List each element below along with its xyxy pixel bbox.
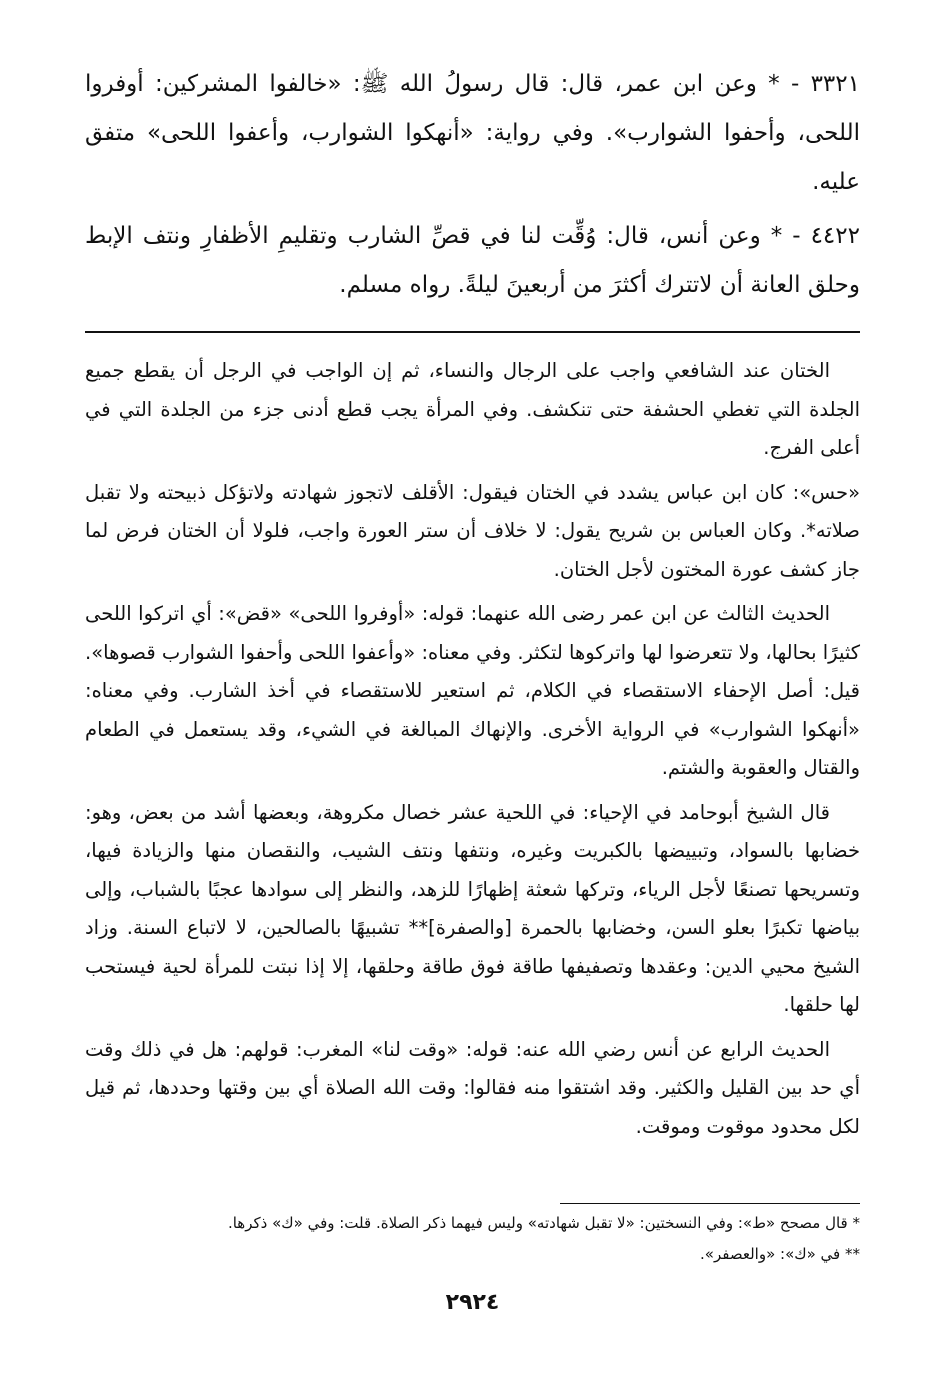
commentary-paragraph-third-hadith: الحديث الثالث عن ابن عمر رضى الله عنهما: قوله: «أوفروا اللحى» «قض»: أي اتركوا اللحى كثيرًا بحالها، ولا تتعرضوا لها واتركوها لتكثر. وفي معناه: «وأعفوا اللحى وأحفوا الشوارب قصوها». قيل: أصل الإحفاء الاستقصاء في الكلام، ثم استعير للاستقصاء في أخذ الشارب. وفي معناه: «أنهكوا الشوارب» في الرواية الأخرى. والإنهاك المبالغة في الشيء، وقد يستعمل في الطعام والقتال والعقوبة والشتم. xyxy=(85,602,860,779)
commentary-paragraph-abu-hamid: قال الشيخ أبوحامد في الإحياء: في اللحية عشر خصال مكروهة، وبعضها أشد من بعض، وهو: خضابها بالسواد، وتبييضها بالكبريت وغيره، ونتفها ونتف الشيب، والنقصان منها والزيادة فيها، وتسريحها تصنعًا لأجل الرياء، وتركها شعثة إظهارًا للزهد، والنظر إلى سوادها عجبًا بالشباب، وإلى بياضها تكبرًا بعلو السن، وخضابها بالحمرة [والصفرة]** تشبيهًا بالصالحين، لا لاتباع السنة. وزاد الشيخ محيي الدين: وعقدها وتصفيفها طاقة فوق طاقة وحلقها، إلا إذا نبتت للمرأة لحية فيستحب لها حلقها. xyxy=(85,800,860,1016)
commentary-paragraph-ibn-abbas: «حس»: كان ابن عباس يشدد في الختان فيقول: الأقلف لاتجوز شهادته ولاتؤكل ذبيحته ولا تقبل صلاته*. وكان العباس بن شريح يقول: لا خلاف أن ستر العورة واجب، فلولا أن الختان فرض لما جاز كشف عورة المختون لأجل الختان. xyxy=(85,480,860,581)
commentary-paragraph-fourth-hadith: الحديث الرابع عن أنس رضي الله عنه: قوله: «وقت لنا» المغرب: قولهم: هل في ذلك وقت أي حد بين القليل والكثير. وقد اشتقوا منه فقالوا: وقت الله الصلاة أي بين وقتها وحددها، ثم قيل لكل محدود موقوت وموقت. xyxy=(85,1037,860,1138)
footnote-divider xyxy=(560,1203,860,1204)
page-number: ٢٩٢٤ xyxy=(445,1290,500,1315)
footnote-2: ** في «ك»: «والعصفر». xyxy=(700,1245,860,1263)
hadith-section xyxy=(85,60,860,315)
footnote-1: * قال مصحح «ط»: وفي النسختين: «لا تقبل شهادته» وليس فيهما ذكر الصلاة. قلت: وفي «ك» ذكرها. xyxy=(227,1214,860,1232)
hadith-3321: ٣٣٢١ - * وعن ابن عمر، قال: قال رسولُ الله ﷺ: «خالفوا المشركين: أوفروا اللحى، وأحفوا الشوارب». وفي رواية: «أنهكوا الشوارب، وأعفوا اللحى» متفق عليه. xyxy=(85,71,860,195)
hadith-4422: ٤٤٢٢ - * وعن أنس، قال: وُقِّت لنا في قصِّ الشارب وتقليمِ الأظفارِ ونتف الإبط وحلق العانة أن لاتترك أكثرَ من أربعينَ ليلةً. رواه مسلم. xyxy=(85,223,860,298)
footnotes-section xyxy=(85,1208,860,1270)
section-divider xyxy=(85,331,860,333)
commentary-paragraph-circumcision: الختان عند الشافعي واجب على الرجال والنساء، ثم إن الواجب في الرجل أن يقطع جميع الجلدة التي تغطي الحشفة حتى تنكشف. وفي المرأة يجب قطع أدنى جزء من الجلدة التي في أعلى الفرج. xyxy=(85,359,860,459)
commentary-section xyxy=(85,352,860,1152)
